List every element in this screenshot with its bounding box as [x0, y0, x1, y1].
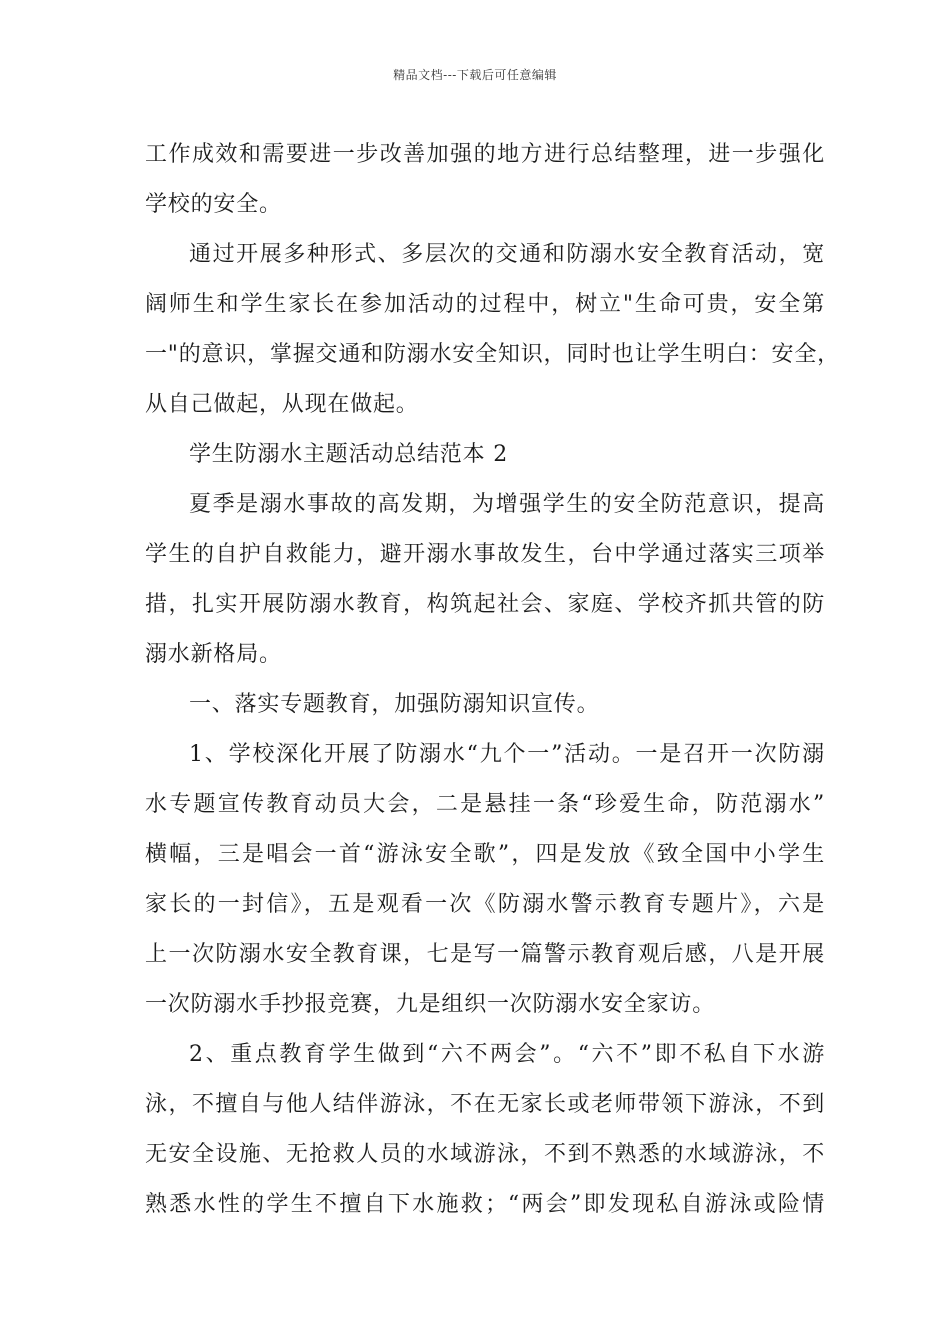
- page-header: 精品文档---下载后可任意编辑: [393, 68, 557, 82]
- text-line: 一次防溺水手抄报竞赛，九是组织一次防溺水安全家访。: [145, 992, 716, 1017]
- text-line: 学校的安全。: [145, 192, 282, 217]
- text-line: 无安全设施、无抢救人员的水域游泳，不到不熟悉的水域游泳，不: [145, 1142, 825, 1167]
- text-line: 学生防溺水主题活动总结范本 2: [189, 442, 508, 467]
- text-line: 泳，不擅自与他人结伴游泳，不在无家长或老师带领下游泳，不到: [145, 1092, 825, 1117]
- text-line: 横幅，三是唱会一首“游泳安全歌”，四是发放《致全国中小学生: [145, 842, 825, 867]
- text-line: 水专题宣传教育动员大会，二是悬挂一条“珍爱生命，防范溺水”: [145, 792, 825, 817]
- text-line: 通过开展多种形式、多层次的交通和防溺水安全教育活动，宽: [189, 242, 825, 267]
- text-line: 一"的意识，掌握交通和防溺水安全知识，同时也让学生明白：安全，: [145, 342, 840, 367]
- text-line: 溺水新格局。: [145, 642, 282, 667]
- text-line: 学生的自护自救能力，避开溺水事故发生，台中学通过落实三项举: [145, 542, 825, 567]
- text-line: 熟悉水性的学生不擅自下水施救；“两会”即发现私自游泳或险情: [145, 1192, 825, 1217]
- text-line: 措，扎实开展防溺水教育，构筑起社会、家庭、学校齐抓共管的防: [145, 592, 825, 617]
- text-line: 1、学校深化开展了防溺水“九个一”活动。一是召开一次防溺: [189, 742, 825, 767]
- text-line: 从自己做起，从现在做起。: [145, 392, 419, 417]
- text-line: 工作成效和需要进一步改善加强的地方进行总结整理，进一步强化: [145, 142, 825, 167]
- text-line: 家长的一封信》，五是观看一次《防溺水警示教育专题片》，六是: [145, 892, 825, 917]
- text-line: 2、重点教育学生做到“六不两会”。“六不”即不私自下水游: [189, 1042, 825, 1067]
- text-line: 夏季是溺水事故的高发期，为增强学生的安全防范意识，提高: [189, 492, 825, 517]
- text-line: 阔师生和学生家长在参加活动的过程中，树立"生命可贵，安全第: [145, 292, 825, 317]
- document-body: [145, 130, 840, 1230]
- text-line: 一、落实专题教育，加强防溺知识宣传。: [189, 692, 600, 717]
- text-line: 上一次防溺水安全教育课，七是写一篇警示教育观后感，八是开展: [145, 942, 825, 967]
